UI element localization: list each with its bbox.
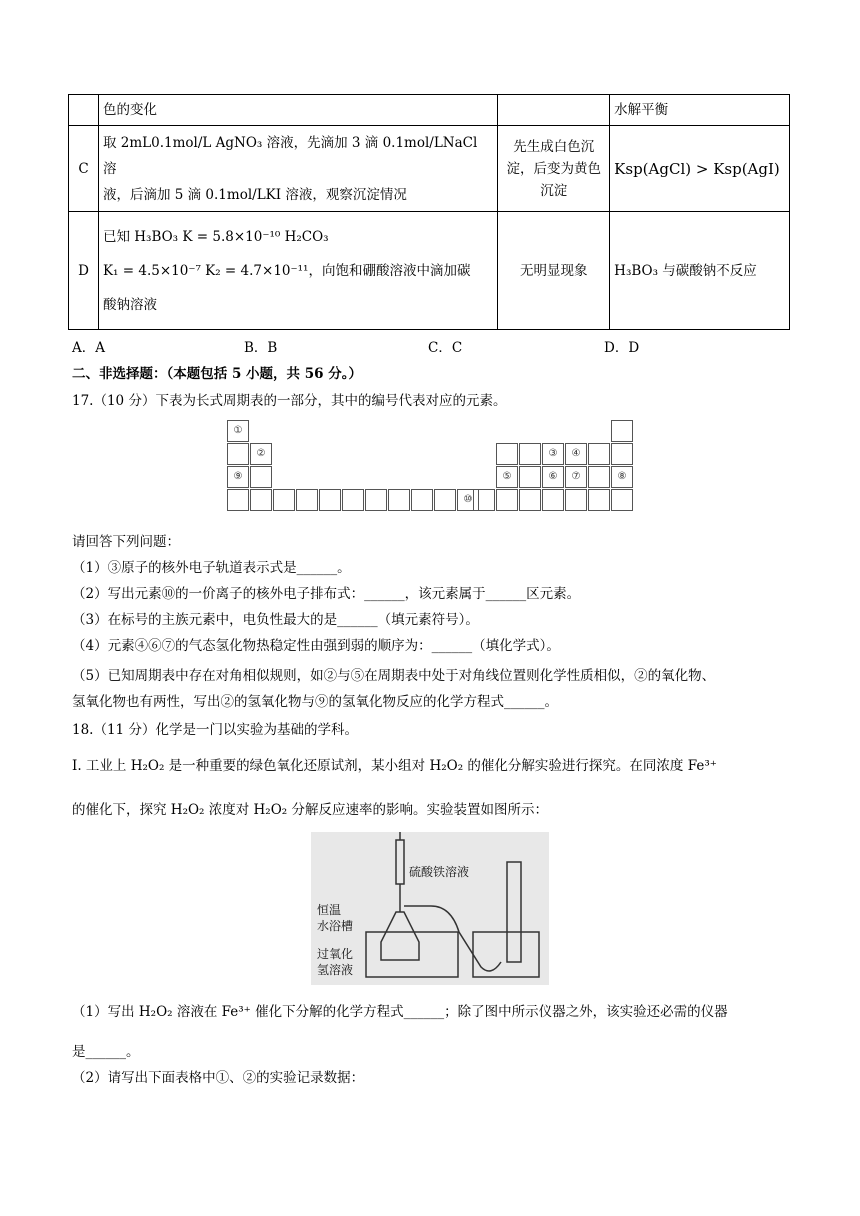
pt-cell [588, 466, 610, 488]
pt-cell [519, 489, 541, 511]
sub-question: （1）写出 H₂O₂ 溶液在 Fe³⁺ 催化下分解的化学方程式______；除了图中所示仪器之外，该实验还必需的仪器 [72, 1004, 728, 1020]
pt-cell: ⑥ [542, 466, 564, 488]
pt-cell: ② [250, 443, 272, 465]
pt-cell [611, 443, 633, 465]
table-cell [69, 95, 99, 126]
pt-cell: ⑩ [457, 489, 479, 511]
procedure-cell [98, 126, 497, 212]
paragraph: 的催化下，探究 H₂O₂ 浓度对 H₂O₂ 分解反应速率的影响。实验装置如图所示： [72, 802, 548, 818]
pt-cell [496, 489, 518, 511]
pt-cell [250, 489, 272, 511]
procedure-line: 酸钠溶液 [102, 296, 157, 313]
sub-question: （1）③原子的核外电子轨道表示式是______。 [72, 560, 351, 576]
pt-cell [542, 489, 564, 511]
conclusion-cell: H₃BO₃ 与碳酸钠不反应 [610, 212, 790, 330]
experiment-figure [311, 832, 549, 985]
pt-cell: ⑤ [496, 466, 518, 488]
figure-label: 水浴槽 [317, 919, 354, 933]
pt-cell: ④ [565, 443, 587, 465]
pt-cell [496, 443, 518, 465]
figure-label: 恒温 [317, 903, 342, 917]
section-heading: 二、非选择题：（本题包括 5 小题，共 56 分。） [72, 366, 362, 382]
apparatus-drawing [311, 832, 549, 985]
pt-cell: ③ [542, 443, 564, 465]
row-label: D [69, 212, 99, 330]
procedure-line: 已知 H₃BO₃ K = 5.8×10⁻¹⁰ H₂CO₃ [102, 228, 329, 245]
pt-cell [565, 489, 587, 511]
procedure-line: 取 2mL0.1mol/L AgNO₃ 溶液，先滴加 3 滴 0.1mol/LNaCl 溶 [102, 134, 478, 177]
sub-question: （3）在标号的主族元素中，电负性最大的是______（填元素符号）。 [72, 612, 479, 628]
phenomenon-cell: 先生成白色沉淀，后变为黄色沉淀 [498, 126, 610, 212]
pt-cell [411, 489, 433, 511]
pt-cell [250, 466, 272, 488]
conclusion-cell: Ksp(AgCl) > Ksp(AgI) [610, 126, 790, 212]
sub-question: （4）元素④⑥⑦的气态氢化物热稳定性由强到弱的顺序为：______（填化学式）。 [72, 638, 560, 654]
pt-cell [227, 489, 249, 511]
sub-question: （5）已知周期表中存在对角相似规则，如②与⑤在周期表中处于对角线位置则化学性质相似，②的氧化物、 [72, 668, 716, 684]
procedure-line: K₁ = 4.5×10⁻⁷ K₂ = 4.7×10⁻¹¹，向饱和硼酸溶液中滴加碳 [102, 262, 471, 279]
option-d: D．D [604, 340, 640, 356]
pt-cell [519, 466, 541, 488]
sub-question: 氢氧化物也有两性，写出②的氢氧化物与⑨的氢氧化物反应的化学方程式______。 [72, 694, 558, 710]
sub-question: （2）请写出下面表格中①、②的实验记录数据： [72, 1070, 365, 1086]
table-cell [498, 95, 610, 126]
pt-cell: ⑧ [611, 466, 633, 488]
procedure-cell [98, 212, 497, 330]
prompt-text: 请回答下列问题： [72, 534, 180, 550]
pt-cell [296, 489, 318, 511]
paragraph: Ⅰ. 工业上 H₂O₂ 是一种重要的绿色氧化还原试剂，某小组对 H₂O₂ 的催化分解实验进行探究。在同浓度 Fe³⁺ [72, 758, 717, 774]
sub-question: 是______。 [72, 1044, 140, 1060]
question-stem: 18.（11 分）化学是一门以实验为基础的学科。 [72, 722, 358, 738]
procedure-line: 液，后滴加 5 滴 0.1mol/LKI 溶液，观察沉淀情况 [102, 186, 407, 203]
sub-question: （2）写出元素⑩的一价离子的核外电子排布式：______，该元素属于______区元素。 [72, 586, 581, 602]
pt-cell: ⑦ [565, 466, 587, 488]
periodic-table [227, 420, 635, 514]
table-cell: 色的变化 [98, 95, 497, 126]
figure-label: 氢溶液 [317, 963, 354, 977]
option-a: A．A [72, 340, 105, 356]
question-stem: 17.（10 分）下表为长式周期表的一部分，其中的编号代表对应的元素。 [72, 393, 507, 409]
option-b: B．B [244, 340, 278, 356]
table-cell: 水解平衡 [610, 95, 790, 126]
pt-cell [227, 443, 249, 465]
pt-cell [434, 489, 456, 511]
pt-cell [588, 443, 610, 465]
answer-table [68, 94, 790, 330]
row-label: C [69, 126, 99, 212]
pt-cell [365, 489, 387, 511]
pt-cell: ① [227, 420, 249, 442]
pt-cell [342, 489, 364, 511]
pt-cell [588, 489, 610, 511]
pt-cell [273, 489, 295, 511]
pt-cell [611, 420, 633, 442]
pt-cell [473, 489, 495, 511]
pt-cell: ⑨ [227, 466, 249, 488]
figure-label: 过氧化 [317, 947, 354, 961]
pt-cell [388, 489, 410, 511]
pt-cell [319, 489, 341, 511]
figure-label: 硫酸铁溶液 [409, 865, 470, 879]
pt-cell [611, 489, 633, 511]
pt-cell [519, 443, 541, 465]
phenomenon-cell: 无明显现象 [498, 212, 610, 330]
option-c: C．C [428, 340, 463, 356]
